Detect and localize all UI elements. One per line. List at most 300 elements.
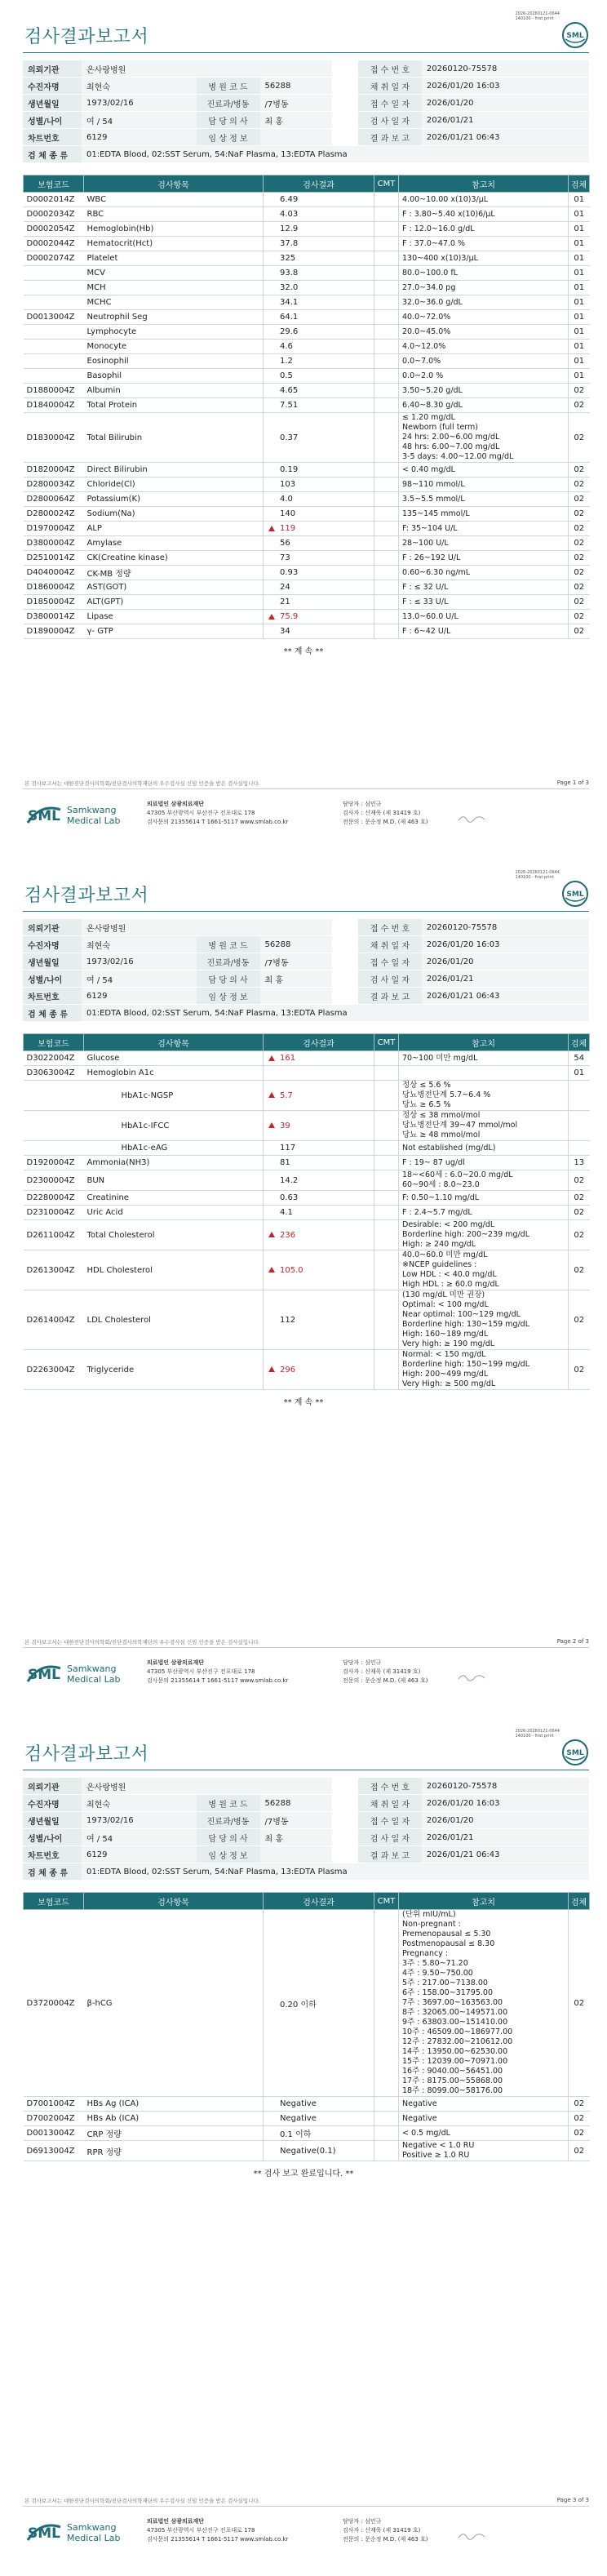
cell-item: Total Bilirubin [84,413,264,463]
reference-line: F: 0.50~1.10 mg/dL [402,1193,480,1202]
result-value: 0.19 [280,465,299,474]
signatures [343,2517,428,2544]
cell-code: D1860004Z [24,580,84,595]
reference-line: (단위 mIU/mL) [402,1910,456,1919]
lab-address-line: 47305 부산광역시 부산진구 전포대로 178 [147,2527,255,2534]
value-clinical [260,1846,332,1863]
continuation-marker: ** 계 속 ** [283,647,324,656]
cell-result [264,610,374,624]
reference-line: 32.0~36.0 g/dL [402,297,463,307]
result-value: 0.37 [280,433,299,442]
cell-code: D0002054Z [24,222,84,237]
label-collect: 채 취 일 자 [358,78,422,95]
logo-text: SML [566,32,584,40]
table-row [24,477,590,492]
cell-result [264,463,374,477]
header-result: 검사결과 [264,1893,374,1910]
value-doctor: 최 홍 [260,1829,332,1846]
cell-reference [399,1250,569,1290]
cell-reference [399,551,569,566]
reference-line: 80.0~100.0 fL [402,268,458,278]
cell-item: HDL Cholesterol [84,1250,264,1290]
reference-line: F : ≤ 33 U/L [402,597,449,606]
title-divider [23,911,589,912]
value-clinical [260,129,332,146]
footer-note: 본 검사보고서는 대한진단검사의학회/진단검사의학재단의 우수검사실 신임 인증을 받은 검사실입니다. [24,2498,260,2504]
result-value: 24 [280,583,290,592]
cell-item: Amylase [84,536,264,551]
sml-circle-logo-icon [561,1739,589,1766]
value-institution: 온사랑병원 [82,60,332,78]
sign-manager: 담당자 : 심민규 [343,1659,382,1666]
cell-cmt [374,2126,399,2141]
cell-cmt [374,1111,399,1141]
value-sample: 01:EDTA Blood, 02:SST Serum, 54:NaF Plasma, 13:EDTA Plasma [82,1005,589,1022]
cell-specimen: 02 [569,477,590,492]
high-flag-icon [268,526,275,531]
cell-item: Uric Acid [84,1206,264,1220]
cell-cmt [374,310,399,325]
cell-result [264,1220,374,1250]
label-hosp-code: 병 원 코 드 [197,78,260,95]
print-stamp [515,11,560,21]
footer-logo-name: Samkwang [67,2522,117,2533]
cell-code: D2800034Z [24,477,84,492]
value-institution: 온사랑병원 [82,1778,332,1795]
label-receipt-no: 접 수 번 호 [358,919,422,936]
value-doctor: 최 홍 [260,112,332,129]
high-flag-icon [268,1267,275,1272]
label-institution: 의뢰기관 [23,1778,82,1795]
cell-specimen: 01 [569,281,590,295]
cell-specimen: 01 [569,295,590,310]
label-chart: 차트번호 [23,129,82,146]
cell-specimen: 01 [569,222,590,237]
label-sex-age: 성별/나이 [23,970,82,988]
cell-item: Albumin [84,384,264,398]
cell-code [24,1111,84,1141]
cell-result [264,281,374,295]
value-sample: 01:EDTA Blood, 02:SST Serum, 54:NaF Plasma, 13:EDTA Plasma [82,146,589,163]
result-value: 73 [280,553,290,562]
cell-specimen: 02 [569,595,590,610]
cell-result [264,1206,374,1220]
result-value: Negative [280,2099,317,2108]
reference-line: 27.0~34.0 pg [402,282,456,292]
value-result-date: 2026/01/21 06:43 [422,1846,589,1863]
result-value: 4.6 [280,342,293,351]
header-cmt: CMT [374,1034,399,1051]
cell-code: D2614004Z [24,1290,84,1350]
result-value: 103 [280,480,296,489]
result-value: 56 [280,539,290,548]
cell-cmt [374,281,399,295]
cell-reference [399,340,569,354]
cell-reference [399,1350,569,1390]
cell-item: WBC [84,193,264,207]
cell-item: Ammonia(NH3) [84,1156,264,1170]
table-row [24,566,590,580]
cell-cmt [374,522,399,536]
cell-result [264,1051,374,1066]
reference-line: 9주 : 63803.00~151410.00 [402,2018,508,2027]
reference-line: High: 200~499 mg/dL [402,1370,489,1379]
footer-logo-name: Medical Lab [67,815,121,826]
stamp-line: 140100 - first print [515,16,554,21]
table-row [24,1206,590,1220]
label-dob: 생년월일 [23,953,82,970]
cell-item: Platelet [84,251,264,266]
lab-org: 의료법인 삼광의료재단 [147,1659,205,1666]
cell-cmt [374,1206,399,1220]
sign-specialist: 전문의 : 문순정 M.D. (제 463 호) [343,2536,428,2543]
logo-text: SML [566,890,584,899]
reference-line: Near optimal: 100~129 mg/dL [402,1310,521,1319]
label-doctor: 담 당 의 사 [197,112,260,129]
result-value: 1.2 [280,357,293,366]
cell-code: D3800014Z [24,610,84,624]
table-row [24,1250,590,1290]
cell-item: Lipase [84,610,264,624]
result-value: 119 [280,524,296,533]
result-value: 12.9 [280,224,299,233]
value-sex-age: 여 / 54 [82,970,197,988]
cell-result [264,1156,374,1170]
stamp-line: 2026-20260121-0644 [515,1729,560,1734]
high-flag-icon [268,1232,275,1237]
cell-item: Hemoglobin A1c [84,1066,264,1081]
label-receiver: 수진자명 [23,78,82,95]
stamp-line: 2026-20260121-0644 [515,870,560,875]
cell-reference [399,193,569,207]
cell-reference [399,1156,569,1170]
table-row [24,463,590,477]
table-row [24,384,590,398]
cell-item: HBs Ab (ICA) [84,2112,264,2126]
reference-line: Borderline high: 130~159 mg/dL [402,1320,529,1329]
cell-code: D7001004Z [24,2097,84,2112]
cell-result [264,207,374,222]
lab-address [147,2517,288,2544]
cell-cmt [374,251,399,266]
table-row [24,507,590,522]
results-table [23,1033,590,1390]
footer-logo-text: SML [28,808,60,824]
label-sample: 검 체 종 류 [23,1863,82,1881]
label-dob: 생년월일 [23,95,82,112]
table-row [24,1170,590,1191]
cell-code: D3720004Z [24,1910,84,2097]
cell-result [264,536,374,551]
cell-reference [399,580,569,595]
cell-result [264,1290,374,1350]
footer-logo-name: Samkwang [67,805,117,815]
cell-specimen: 01 [569,207,590,222]
header-item: 검사항목 [84,1893,264,1910]
reference-line: 정상 ≤ 5.6 % [402,1081,451,1090]
samkwang-logo-icon [24,798,155,831]
result-value: 29.6 [280,327,299,336]
cell-item: ALP [84,522,264,536]
cell-item: Basophil [84,369,264,384]
value-dob: 1973/02/16 [82,95,197,112]
table-row [24,1350,590,1390]
table-row [24,207,590,222]
cell-result [264,624,374,639]
cell-reference [399,310,569,325]
cell-code: D2300004Z [24,1170,84,1191]
cell-code [24,1141,84,1156]
cell-specimen: 01 [569,237,590,251]
cell-result [264,1910,374,2097]
table-row [24,222,590,237]
value-clinical [260,988,332,1005]
cell-code: D2310004Z [24,1206,84,1220]
cell-cmt [374,1051,399,1066]
cell-code: D1880004Z [24,384,84,398]
cell-cmt [374,325,399,340]
result-value: 0.1 이하 [280,2130,312,2139]
reference-line: Non-pregnant : [402,1920,461,1929]
cell-item: MCH [84,281,264,295]
value-sex-age: 여 / 54 [82,112,197,129]
signature-scribble-icon [457,1671,490,1682]
cell-code: D0013004Z [24,310,84,325]
footer-logo-name: Medical Lab [67,1674,121,1685]
reference-line: 15주 : 12039.00~70971.00 [402,2057,508,2066]
cell-cmt [374,2097,399,2112]
cell-specimen: 01 [569,193,590,207]
cell-code [24,369,84,384]
footer-divider [23,1647,589,1648]
cell-specimen: 02 [569,522,590,536]
cell-reference [399,251,569,266]
cell-item: Total Cholesterol [84,1220,264,1250]
label-result-date: 결 과 보 고 [358,129,422,146]
patient-info-table [23,1778,589,1881]
label-receipt-date: 접 수 일 자 [358,953,422,970]
cell-code [24,281,84,295]
label-hosp-code: 병 원 코 드 [197,1795,260,1812]
label-test-date: 검 사 일 자 [358,970,422,988]
label-test-date: 검 사 일 자 [358,112,422,129]
value-collect: 2026/01/20 16:03 [422,1795,589,1812]
reference-line: 17주 : 8175.00~55868.00 [402,2076,503,2085]
cell-result [264,222,374,237]
header-specimen: 검체 [569,1034,590,1051]
cell-specimen: 02 [569,492,590,507]
footer-logo-text: SML [28,1667,60,1683]
footer-logo-text: SML [28,2525,60,2542]
cell-item: AST(GOT) [84,580,264,595]
value-dept: /7병동 [260,95,332,112]
cell-reference [399,1081,569,1111]
reference-line: F : 2.4~5.7 mg/dL [402,1207,472,1217]
table-row [24,340,590,354]
reference-line: 0.0~7.0% [402,356,441,366]
cell-result [264,266,374,281]
patient-info-table [23,60,589,163]
value-collect: 2026/01/20 16:03 [422,78,589,95]
value-collect: 2026/01/20 16:03 [422,936,589,953]
reference-line: 40.0~60.0 미만 mg/dL [402,1250,488,1259]
cell-cmt [374,193,399,207]
cell-code: D2611004Z [24,1220,84,1250]
value-receiver: 최현숙 [82,78,197,95]
reference-line: 6주 : 158.00~31795.00 [402,1988,493,1997]
cell-reference [399,222,569,237]
cell-code: D1890004Z [24,624,84,639]
result-value: 37.8 [280,239,299,248]
reference-line: 당뇨 ≥ 48 mmol/mol [402,1130,481,1139]
cell-item: RBC [84,207,264,222]
table-row [24,1910,590,2097]
cell-item: Hematocrit(Hct) [84,237,264,251]
cell-result [264,522,374,536]
cell-code [24,340,84,354]
table-row [24,325,590,340]
cell-cmt [374,477,399,492]
table-row [24,266,590,281]
lab-address-line: 47305 부산광역시 부산진구 전포대로 178 [147,1668,255,1675]
continuation-marker: ** 검사 보고 완료입니다. ** [253,2170,354,2178]
cell-reference [399,281,569,295]
reference-line: 4.00~10.00 x(10)3/μL [402,194,489,204]
cell-item: LDL Cholesterol [84,1290,264,1350]
cell-item: CK-MB 정량 [84,566,264,580]
cell-specimen: 02 [569,1250,590,1290]
cell-reference [399,2126,569,2141]
cell-specimen: 54 [569,1051,590,1066]
table-row [24,1191,590,1206]
reference-line: 4주 : 9.50~750.00 [402,1969,473,1978]
samkwang-logo-icon [24,1657,155,1690]
cell-result [264,1066,374,1081]
table-row [24,580,590,595]
result-value: 112 [280,1315,296,1325]
cell-code: D2613004Z [24,1250,84,1290]
value-chart: 6129 [82,129,197,146]
cell-result [264,580,374,595]
lab-address [147,800,288,827]
reference-line: Borderline high: 150~199 mg/dL [402,1360,529,1369]
cell-specimen: 13 [569,1156,590,1170]
cell-code: D1840004Z [24,398,84,413]
cell-code: D2263004Z [24,1350,84,1390]
label-result-date: 결 과 보 고 [358,988,422,1005]
reference-line: 6.40~8.30 g/dL [402,400,463,410]
value-receipt-no: 20260120-75578 [422,1778,589,1795]
cell-cmt [374,2141,399,2161]
cell-result [264,295,374,310]
cell-code: D6913004Z [24,2141,84,2161]
cell-cmt [374,340,399,354]
cell-specimen: 02 [569,2126,590,2141]
cell-specimen: 02 [569,2097,590,2112]
reference-line: 0.60~6.30 ng/mL [402,567,471,577]
title-divider [23,52,589,53]
cell-reference [399,2141,569,2161]
value-sex-age: 여 / 54 [82,1829,197,1846]
result-value: 105.0 [280,1265,304,1275]
cell-specimen: 02 [569,536,590,551]
cell-item: CRP 정량 [84,2126,264,2141]
reference-line: Pregnancy : [402,1949,449,1958]
cell-reference [399,566,569,580]
reference-line: Positive ≥ 1.0 RU [402,2151,470,2160]
cell-cmt [374,1141,399,1156]
result-value: 117 [280,1144,296,1153]
reference-line: < 0.5 mg/dL [402,2128,450,2138]
signature-scribble-icon [457,812,490,824]
report-page [0,1717,607,2576]
cell-code: D1970004Z [24,522,84,536]
result-value: 39 [280,1121,290,1130]
cell-specimen: 02 [569,507,590,522]
value-result-date: 2026/01/21 06:43 [422,129,589,146]
cell-cmt [374,222,399,237]
reference-line: F : ≤ 32 U/L [402,582,449,592]
cell-specimen: 01 [569,340,590,354]
label-chart: 차트번호 [23,988,82,1005]
cell-reference [399,1051,569,1066]
cell-specimen: 01 [569,310,590,325]
value-chart: 6129 [82,1846,197,1863]
table-row [24,595,590,610]
cell-reference [399,1220,569,1250]
cell-code [24,325,84,340]
cell-cmt [374,384,399,398]
cell-code: D4040004Z [24,566,84,580]
value-receipt-date: 2026/01/20 [422,953,589,970]
cell-specimen: 02 [569,566,590,580]
cell-specimen: 02 [569,463,590,477]
table-row [24,610,590,624]
result-value: 5.7 [280,1090,293,1100]
high-flag-icon [268,1366,275,1372]
cell-item: ALT(GPT) [84,595,264,610]
table-row [24,2097,590,2112]
cell-reference [399,522,569,536]
header-specimen: 검체 [569,1893,590,1910]
cell-code: D1820004Z [24,463,84,477]
reference-line: ※NCEP guidelines : [402,1260,477,1269]
result-value: 140 [280,509,296,518]
sign-tester: 검사자 : 신재욱 (제 31419 호) [343,810,421,816]
cell-result [264,413,374,463]
result-value: 21 [280,597,290,606]
cell-code: D3063004Z [24,1066,84,1081]
cell-cmt [374,266,399,281]
reference-line: Negative [402,2099,437,2108]
cell-code: D7002004Z [24,2112,84,2126]
reference-line: 8주 : 32065.00~149571.00 [402,2008,508,2017]
label-sample: 검 체 종 류 [23,146,82,163]
cell-reference [399,1910,569,2097]
value-receipt-date: 2026/01/20 [422,1812,589,1829]
value-hosp-code: 56288 [260,78,332,95]
cell-reference [399,595,569,610]
cell-code [24,266,84,281]
cell-specimen [569,1081,590,1111]
cell-reference [399,610,569,624]
result-value: 64.1 [280,313,299,322]
label-dept: 진료과/병동 [197,1812,260,1829]
table-row [24,536,590,551]
label-receiver: 수진자명 [23,936,82,953]
reference-line: 28~100 U/L [402,538,449,548]
lab-org: 의료법인 삼광의료재단 [147,2518,205,2525]
